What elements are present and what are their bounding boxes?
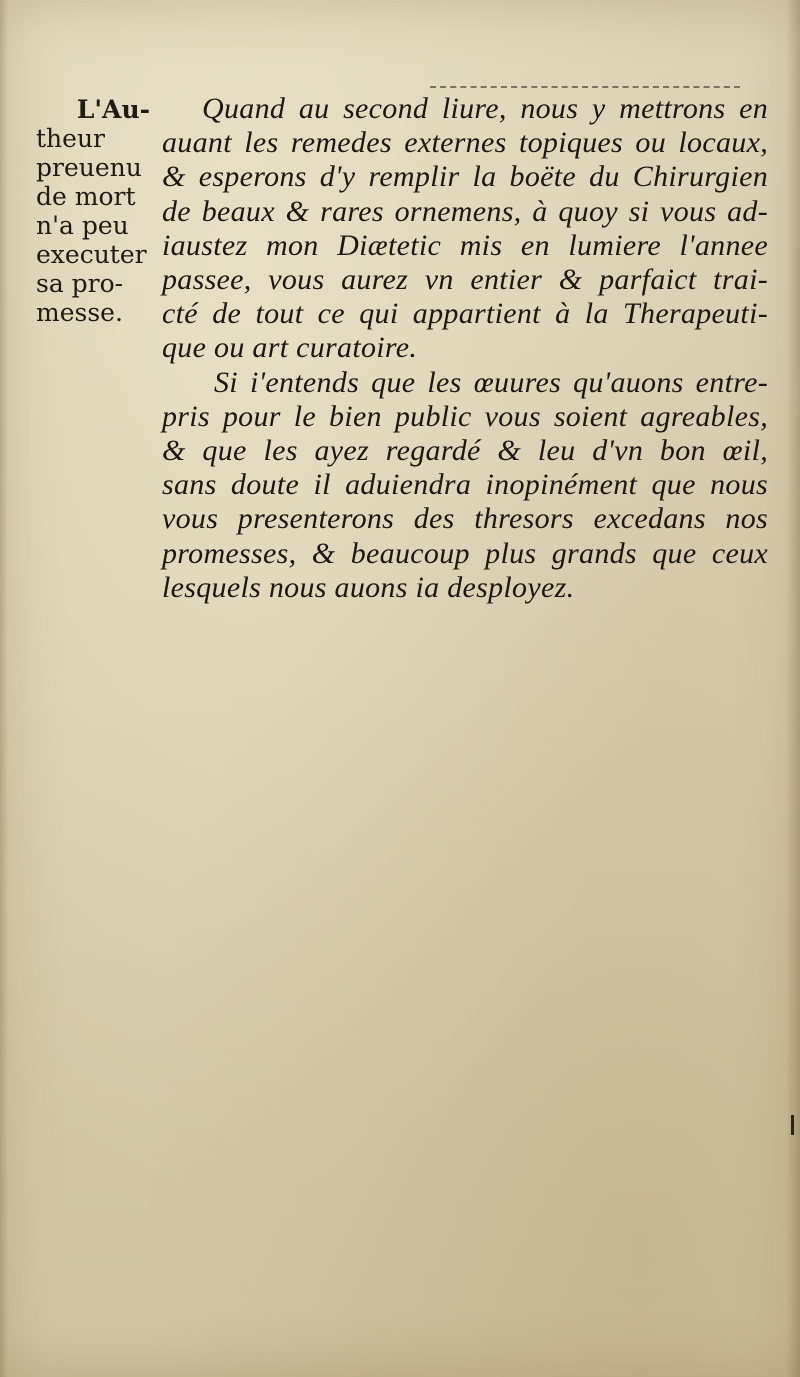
text-line: iaustez mon Diætetic mis en lumiere l'annee [162, 228, 768, 262]
body-text [162, 92, 768, 605]
text-line: sans doute il aduiendra inopinément que nous [162, 468, 768, 502]
margin-note-line: executer [36, 240, 147, 269]
margin-note-line: sa pro- [36, 269, 124, 298]
text-line: & que les ayez regardé & leu d'vn bon œil, [162, 434, 768, 468]
text-line: promesses, & beaucoup plus grands que ceux [162, 536, 768, 570]
page-left-edge-shadow [0, 0, 8, 1377]
margin-note-line: messe. [36, 298, 123, 327]
header-rule [430, 86, 740, 91]
margin-note-line: L'Au- [76, 95, 150, 124]
margin-note-line: theur [36, 124, 105, 153]
margin-note [36, 95, 154, 327]
page-right-edge-shadow [786, 0, 800, 1377]
text-line: & esperons d'y remplir la boëte du Chirurgien [162, 160, 768, 194]
text-line: que ou art curatoire. [162, 331, 418, 365]
text-line: Si i'entends que les œuures qu'auons entre- [214, 365, 768, 399]
margin-note-line: de mort [36, 182, 136, 211]
text-line: pris pour le bien public vous soient agreables, [162, 399, 768, 433]
edge-mark [791, 1115, 794, 1135]
text-line: Quand au second liure, nous y mettrons en [202, 92, 768, 125]
margin-note-line: n'a peu [36, 211, 129, 240]
text-line: passee, vous aurez vn entier & parfaict trai- [162, 263, 768, 297]
text-line: cté de tout ce qui appartient à la Therapeuti- [162, 297, 768, 331]
text-line: de beaux & rares ornemens, à quoy si vous ad- [162, 194, 768, 228]
text-line: auant les remedes externes topiques ou locaux, [162, 126, 768, 160]
paragraph-second [162, 366, 768, 605]
text-line: vous presenterons des thresors excedans nos [162, 502, 768, 536]
text-line: lesquels nous auons ia desployez. [162, 570, 575, 604]
paragraph-first [162, 92, 768, 366]
margin-note-line: preuenu [36, 153, 142, 182]
